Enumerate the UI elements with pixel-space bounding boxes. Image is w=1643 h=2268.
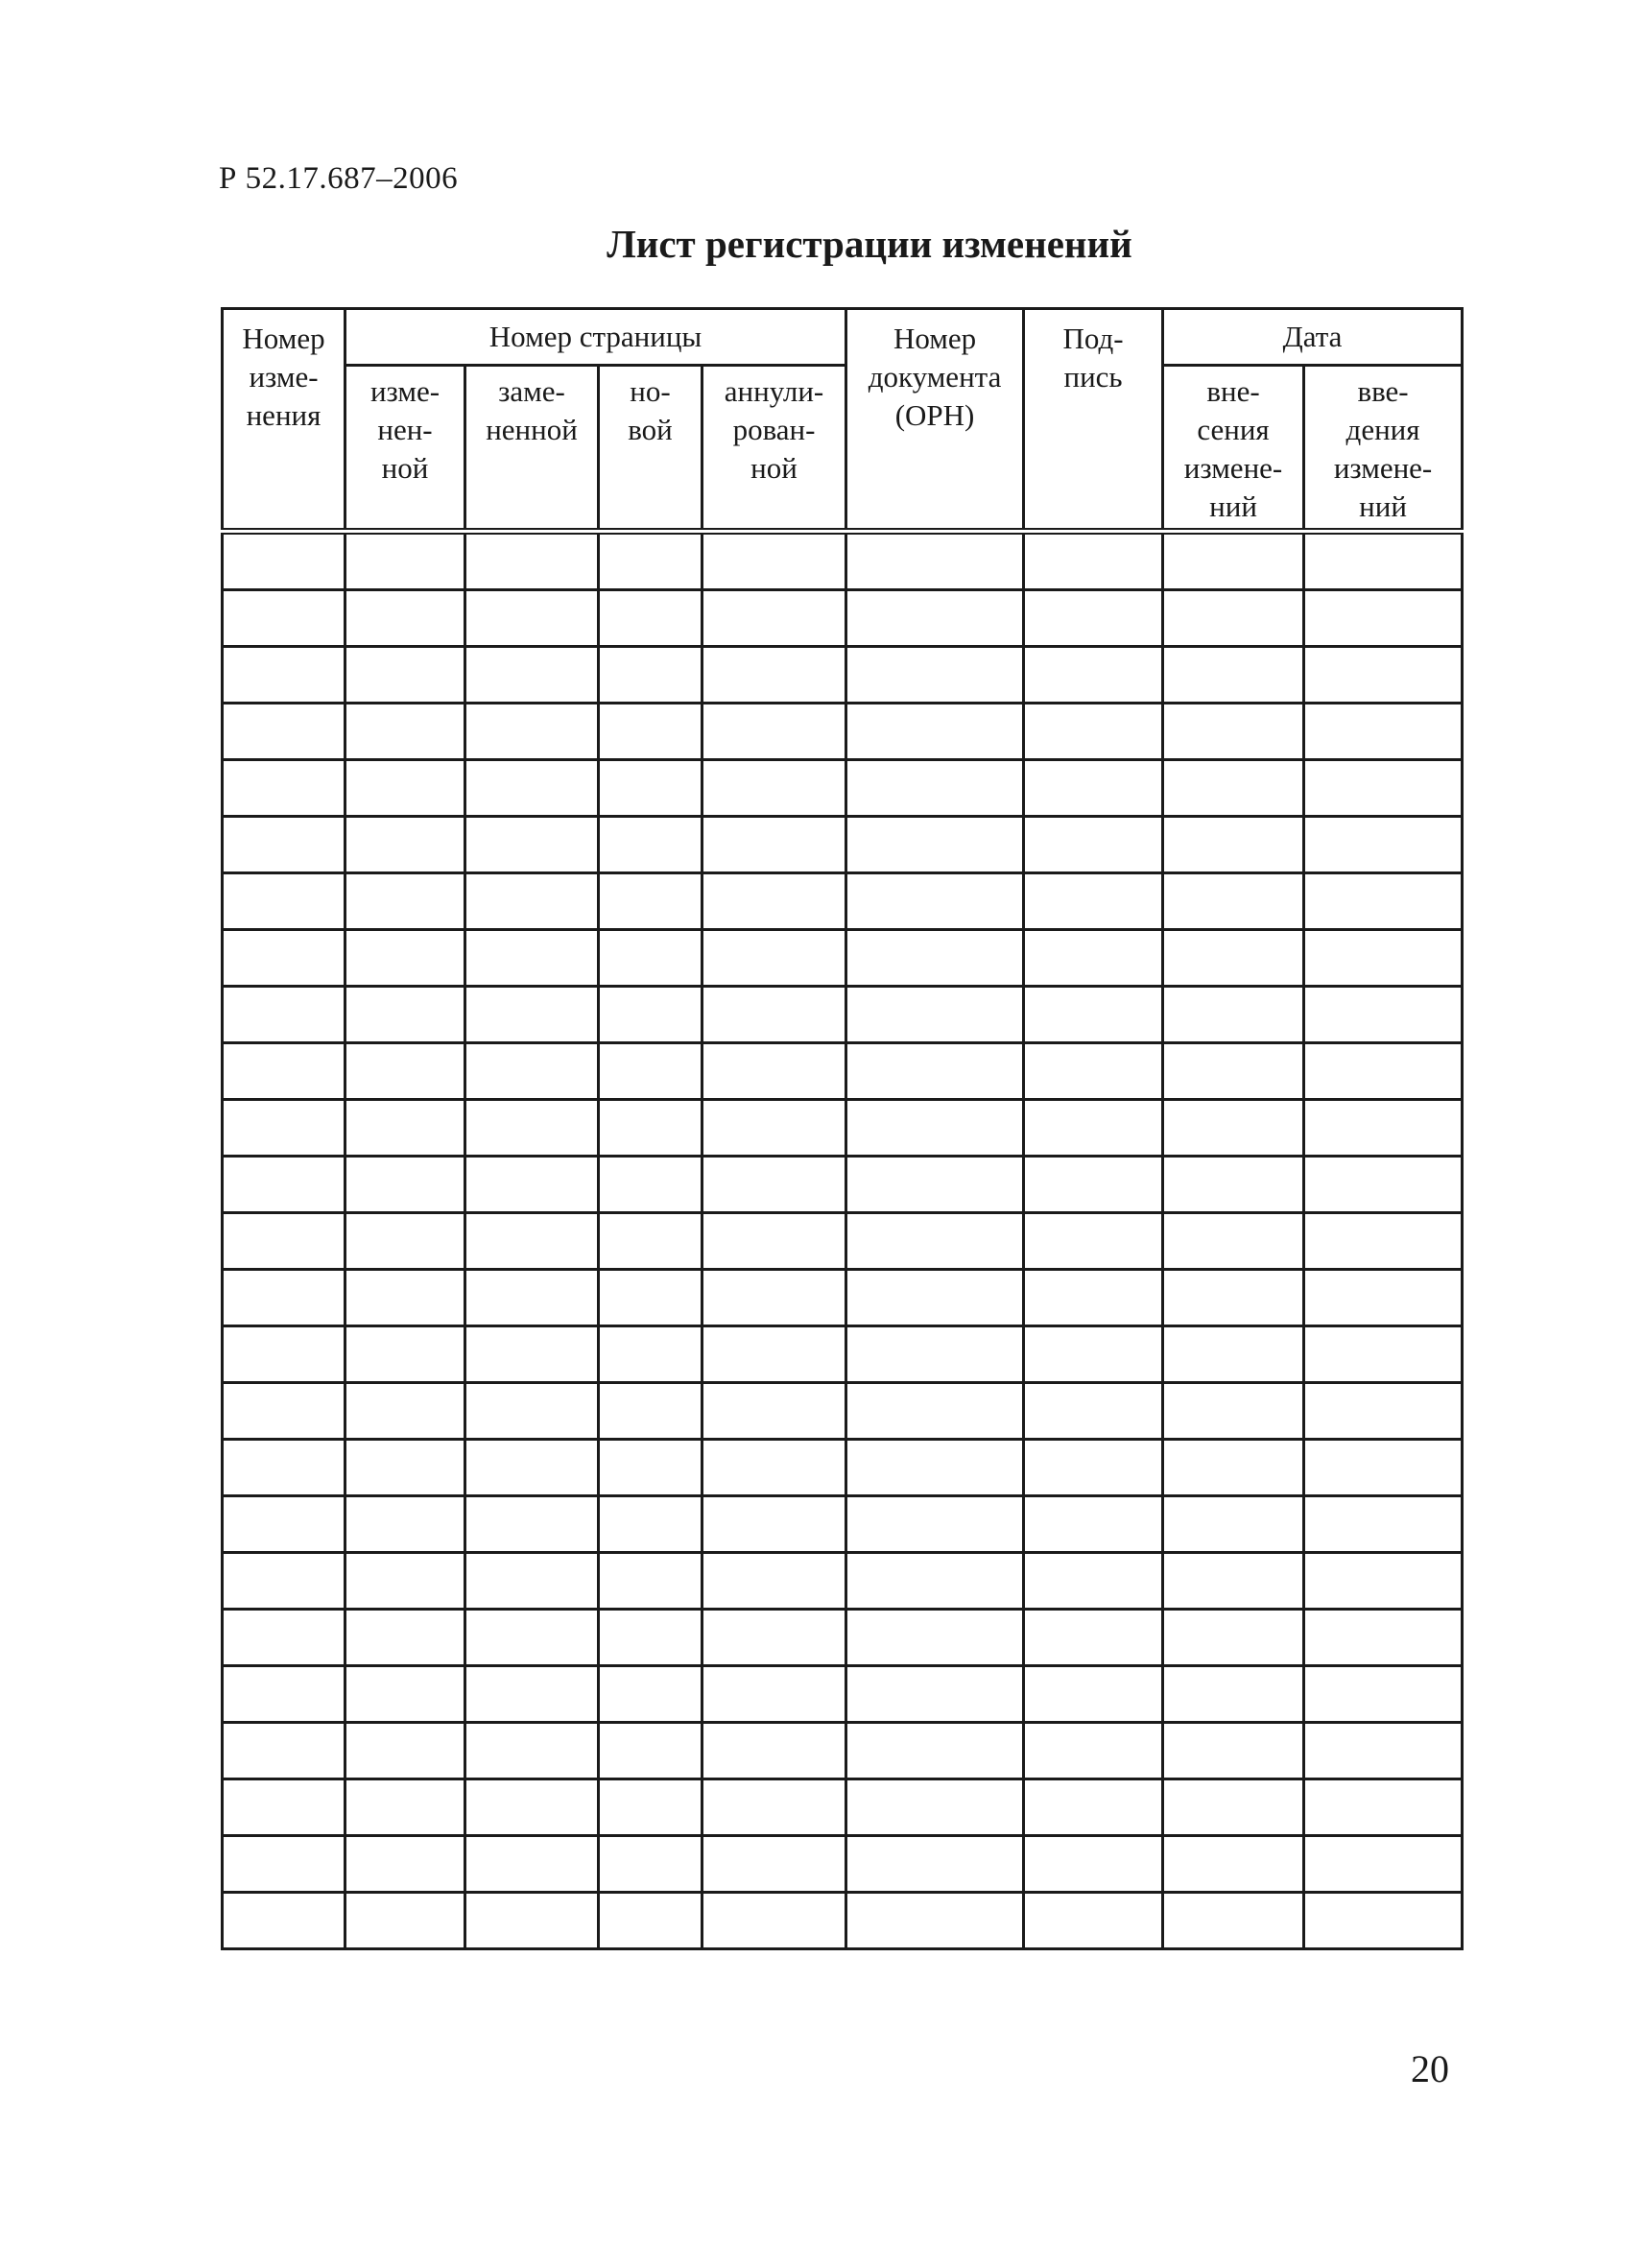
table-row	[223, 1100, 1463, 1157]
table-cell[interactable]	[223, 817, 345, 873]
table-row	[223, 1270, 1463, 1326]
table-cell[interactable]	[345, 1553, 465, 1610]
table-cell[interactable]	[1024, 987, 1163, 1043]
table-cell[interactable]	[1163, 760, 1304, 817]
table-cell[interactable]	[702, 1100, 846, 1157]
table-cell[interactable]	[599, 1610, 702, 1666]
table-cell[interactable]	[599, 532, 702, 590]
table-cell[interactable]	[223, 1779, 345, 1836]
table-cell[interactable]	[846, 1553, 1024, 1610]
table-cell[interactable]	[702, 817, 846, 873]
table-cell[interactable]	[345, 1326, 465, 1383]
table-cell[interactable]	[345, 590, 465, 647]
table-cell[interactable]	[465, 590, 599, 647]
table-row	[223, 987, 1463, 1043]
table-cell[interactable]	[846, 1270, 1024, 1326]
table-cell[interactable]	[223, 760, 345, 817]
table-cell[interactable]	[1024, 1553, 1163, 1610]
table-cell[interactable]	[223, 1383, 345, 1440]
table-cell[interactable]	[345, 1440, 465, 1496]
table-cell[interactable]	[223, 930, 345, 987]
table-cell[interactable]	[1024, 930, 1163, 987]
table-cell[interactable]	[599, 1440, 702, 1496]
table-cell[interactable]	[1163, 1043, 1304, 1100]
table-cell[interactable]	[223, 1723, 345, 1779]
table-cell[interactable]	[1304, 1666, 1463, 1723]
table-cell[interactable]	[846, 1893, 1024, 1949]
table-cell[interactable]	[1024, 1723, 1163, 1779]
table-cell[interactable]	[599, 1100, 702, 1157]
table-cell[interactable]	[599, 1043, 702, 1100]
table-cell[interactable]	[345, 817, 465, 873]
table-cell[interactable]	[223, 1440, 345, 1496]
table-cell[interactable]	[345, 1100, 465, 1157]
header-annulled: аннули- рован- ной	[702, 366, 846, 532]
table-cell[interactable]	[345, 1666, 465, 1723]
table-cell[interactable]	[223, 1270, 345, 1326]
table-cell[interactable]	[465, 1553, 599, 1610]
table-cell[interactable]	[846, 1043, 1024, 1100]
table-row	[223, 1213, 1463, 1270]
table-cell[interactable]	[599, 987, 702, 1043]
table-cell[interactable]	[599, 1553, 702, 1610]
table-row	[223, 1836, 1463, 1893]
table-cell[interactable]	[345, 873, 465, 930]
table-cell[interactable]	[846, 930, 1024, 987]
table-cell[interactable]	[702, 1723, 846, 1779]
table-cell[interactable]	[1304, 1610, 1463, 1666]
table-cell[interactable]	[465, 1383, 599, 1440]
table-cell[interactable]	[345, 1043, 465, 1100]
table-cell[interactable]	[846, 704, 1024, 760]
table-cell[interactable]	[1163, 1893, 1304, 1949]
table-cell[interactable]	[599, 1496, 702, 1553]
table-cell[interactable]	[1024, 647, 1163, 704]
page-title: Лист регистрации изменений	[607, 222, 1132, 266]
table-row	[223, 1383, 1463, 1440]
header-date-entry: вне- сения измене- ний	[1163, 366, 1304, 532]
table-row	[223, 647, 1463, 704]
table-cell[interactable]	[1024, 1326, 1163, 1383]
table-row	[223, 760, 1463, 817]
table-row	[223, 873, 1463, 930]
table-cell[interactable]	[465, 532, 599, 590]
table-cell[interactable]	[345, 1723, 465, 1779]
table-row	[223, 1666, 1463, 1723]
table-cell[interactable]	[465, 1043, 599, 1100]
document-code: Р 52.17.687–2006	[219, 161, 459, 196]
header-change-number: Номер изме- нения	[223, 309, 345, 532]
table-cell[interactable]	[599, 1383, 702, 1440]
table-cell[interactable]	[345, 760, 465, 817]
table-cell[interactable]	[599, 1836, 702, 1893]
page-number: 20	[1411, 2047, 1449, 2090]
table-cell[interactable]	[846, 1723, 1024, 1779]
table-cell[interactable]	[1024, 532, 1163, 590]
table-cell[interactable]	[465, 704, 599, 760]
header-page-number-group: Номер страницы	[345, 309, 846, 366]
table-cell[interactable]	[465, 1100, 599, 1157]
header-changed: изме- нен- ной	[345, 366, 465, 532]
table-cell[interactable]	[599, 1213, 702, 1270]
table-cell[interactable]	[846, 590, 1024, 647]
table-cell[interactable]	[1024, 1270, 1163, 1326]
table-cell[interactable]	[702, 532, 846, 590]
table-cell[interactable]	[1304, 1496, 1463, 1553]
table-cell[interactable]	[702, 1270, 846, 1326]
table-cell[interactable]	[223, 1836, 345, 1893]
table-cell[interactable]	[1163, 647, 1304, 704]
table-cell[interactable]	[345, 1779, 465, 1836]
table-cell[interactable]	[465, 1893, 599, 1949]
table-row	[223, 590, 1463, 647]
table-cell[interactable]	[345, 1383, 465, 1440]
table-cell[interactable]	[846, 760, 1024, 817]
table-cell[interactable]	[465, 1779, 599, 1836]
table-row	[223, 704, 1463, 760]
table-cell[interactable]	[1304, 1270, 1463, 1326]
table-cell[interactable]	[1163, 1157, 1304, 1213]
table-cell[interactable]	[702, 1440, 846, 1496]
table-cell[interactable]	[702, 1496, 846, 1553]
table-cell[interactable]	[223, 1496, 345, 1553]
table-cell[interactable]	[599, 647, 702, 704]
table-cell[interactable]	[1163, 1666, 1304, 1723]
table-cell[interactable]	[846, 987, 1024, 1043]
table-cell[interactable]	[702, 1610, 846, 1666]
table-cell[interactable]	[1024, 1779, 1163, 1836]
table-cell[interactable]	[1024, 1836, 1163, 1893]
table-cell[interactable]	[599, 1157, 702, 1213]
table-cell[interactable]	[599, 1893, 702, 1949]
table-cell[interactable]	[1024, 1043, 1163, 1100]
table-cell[interactable]	[1024, 1496, 1163, 1553]
table-row	[223, 1779, 1463, 1836]
table-cell[interactable]	[1304, 647, 1463, 704]
table-cell[interactable]	[846, 1666, 1024, 1723]
table-cell[interactable]	[345, 987, 465, 1043]
table-cell[interactable]	[465, 1666, 599, 1723]
table-cell[interactable]	[345, 1213, 465, 1270]
table-cell[interactable]	[702, 1553, 846, 1610]
table-cell[interactable]	[1163, 930, 1304, 987]
table-row	[223, 1553, 1463, 1610]
table-cell[interactable]	[223, 873, 345, 930]
table-cell[interactable]	[1163, 590, 1304, 647]
table-cell[interactable]	[599, 1666, 702, 1723]
table-cell[interactable]	[1024, 1157, 1163, 1213]
table-cell[interactable]	[465, 647, 599, 704]
table-cell[interactable]	[1304, 1100, 1463, 1157]
table-cell[interactable]	[1024, 760, 1163, 817]
table-cell[interactable]	[702, 1383, 846, 1440]
table-cell[interactable]	[1163, 1326, 1304, 1383]
table-row	[223, 817, 1463, 873]
table-cell[interactable]	[702, 1326, 846, 1383]
table-cell[interactable]	[1304, 1440, 1463, 1496]
table-cell[interactable]	[1163, 1610, 1304, 1666]
header-date-group: Дата	[1163, 309, 1463, 366]
table-cell[interactable]	[345, 1836, 465, 1893]
table-cell[interactable]	[1024, 1213, 1163, 1270]
table-cell[interactable]	[1163, 1383, 1304, 1440]
table-cell[interactable]	[599, 704, 702, 760]
table-cell[interactable]	[345, 930, 465, 987]
table-cell[interactable]	[599, 817, 702, 873]
table-cell[interactable]	[223, 1157, 345, 1213]
table-row	[223, 1157, 1463, 1213]
table-cell[interactable]	[1304, 532, 1463, 590]
table-cell[interactable]	[1304, 1043, 1463, 1100]
table-cell[interactable]	[702, 1213, 846, 1270]
table-cell[interactable]	[1163, 1723, 1304, 1779]
table-cell[interactable]	[599, 873, 702, 930]
table-cell[interactable]	[1024, 1666, 1163, 1723]
table-cell[interactable]	[465, 1610, 599, 1666]
table-cell[interactable]	[1304, 1326, 1463, 1383]
table-cell[interactable]	[1304, 1157, 1463, 1213]
table-cell[interactable]	[345, 1496, 465, 1553]
table-cell[interactable]	[846, 1383, 1024, 1440]
table-row	[223, 1043, 1463, 1100]
table-cell[interactable]	[1304, 704, 1463, 760]
table-cell[interactable]	[846, 1496, 1024, 1553]
table-cell[interactable]	[1024, 704, 1163, 760]
table-cell[interactable]	[599, 1270, 702, 1326]
table-cell[interactable]	[702, 760, 846, 817]
table-cell[interactable]	[702, 647, 846, 704]
table-cell[interactable]	[1163, 817, 1304, 873]
table-cell[interactable]	[1024, 1440, 1163, 1496]
table-cell[interactable]	[1163, 704, 1304, 760]
table-cell[interactable]	[1163, 1836, 1304, 1893]
table-cell[interactable]	[223, 704, 345, 760]
table-cell[interactable]	[1163, 873, 1304, 930]
table-cell[interactable]	[1024, 1383, 1163, 1440]
table-cell[interactable]	[1304, 1836, 1463, 1893]
table-cell[interactable]	[465, 1836, 599, 1893]
table-cell[interactable]	[465, 1326, 599, 1383]
table-cell[interactable]	[846, 1100, 1024, 1157]
table-cell[interactable]	[846, 1326, 1024, 1383]
table-cell[interactable]	[1304, 1723, 1463, 1779]
header-signature: Под- пись	[1024, 309, 1163, 532]
table-row	[223, 1326, 1463, 1383]
table-cell[interactable]	[465, 1723, 599, 1779]
table-cell[interactable]	[846, 1836, 1024, 1893]
table-cell[interactable]	[223, 987, 345, 1043]
table-cell[interactable]	[223, 590, 345, 647]
change-registration-table	[221, 307, 1464, 1950]
table-cell[interactable]	[702, 930, 846, 987]
table-cell[interactable]	[223, 1666, 345, 1723]
table-cell[interactable]	[1304, 873, 1463, 930]
table-cell[interactable]	[1304, 1779, 1463, 1836]
table-cell[interactable]	[1163, 1553, 1304, 1610]
table-cell[interactable]	[345, 1610, 465, 1666]
table-cell[interactable]	[1304, 590, 1463, 647]
table-cell[interactable]	[1304, 1553, 1463, 1610]
table-cell[interactable]	[223, 1610, 345, 1666]
table-cell[interactable]	[345, 1270, 465, 1326]
table-cell[interactable]	[223, 1893, 345, 1949]
table-row	[223, 532, 1463, 590]
table-cell[interactable]	[846, 1440, 1024, 1496]
table-cell[interactable]	[223, 1213, 345, 1270]
header-date-introduction: вве- дения измене- ний	[1304, 366, 1463, 532]
table-cell[interactable]	[223, 1100, 345, 1157]
table-cell[interactable]	[465, 1440, 599, 1496]
table-cell[interactable]	[223, 1326, 345, 1383]
table-cell[interactable]	[702, 1836, 846, 1893]
table-cell[interactable]	[1163, 1213, 1304, 1270]
table-row	[223, 1440, 1463, 1496]
table-cell[interactable]	[465, 930, 599, 987]
table-cell[interactable]	[1304, 760, 1463, 817]
table-cell[interactable]	[223, 647, 345, 704]
table-cell[interactable]	[846, 873, 1024, 930]
table-cell[interactable]	[465, 873, 599, 930]
table-cell[interactable]	[1163, 1779, 1304, 1836]
table-cell[interactable]	[599, 590, 702, 647]
table-cell[interactable]	[465, 1157, 599, 1213]
table-cell[interactable]	[1163, 1496, 1304, 1553]
table-cell[interactable]	[599, 1723, 702, 1779]
table-cell[interactable]	[846, 647, 1024, 704]
table-cell[interactable]	[702, 590, 846, 647]
table-cell[interactable]	[223, 532, 345, 590]
table-cell[interactable]	[1024, 873, 1163, 930]
table-row	[223, 930, 1463, 987]
table-cell[interactable]	[1163, 1270, 1304, 1326]
table-cell[interactable]	[1163, 1440, 1304, 1496]
table-cell[interactable]	[465, 817, 599, 873]
table-row	[223, 1893, 1463, 1949]
table-cell[interactable]	[345, 532, 465, 590]
table-cell[interactable]	[465, 1496, 599, 1553]
table-cell[interactable]	[846, 532, 1024, 590]
table-row	[223, 1496, 1463, 1553]
table-cell[interactable]	[702, 1779, 846, 1836]
table-cell[interactable]	[465, 1270, 599, 1326]
table-cell[interactable]	[1163, 1100, 1304, 1157]
table-cell[interactable]	[345, 1893, 465, 1949]
table-cell[interactable]	[1304, 1383, 1463, 1440]
header-new: но- вой	[599, 366, 702, 532]
table-cell[interactable]	[702, 987, 846, 1043]
table-cell[interactable]	[599, 1779, 702, 1836]
table-cell[interactable]	[1024, 1100, 1163, 1157]
table-cell[interactable]	[223, 1553, 345, 1610]
table-cell[interactable]	[1304, 987, 1463, 1043]
table-cell[interactable]	[1024, 1610, 1163, 1666]
table-cell[interactable]	[1304, 817, 1463, 873]
table-cell[interactable]	[1024, 817, 1163, 873]
table-cell[interactable]	[599, 760, 702, 817]
table-cell[interactable]	[345, 704, 465, 760]
table-cell[interactable]	[846, 817, 1024, 873]
table-cell[interactable]	[702, 1157, 846, 1213]
header-replaced: заме- ненной	[465, 366, 599, 532]
table-cell[interactable]	[599, 1326, 702, 1383]
table-cell[interactable]	[1163, 532, 1304, 590]
table-cell[interactable]	[846, 1779, 1024, 1836]
header-document-number: Номер документа (ОРН)	[846, 309, 1024, 532]
table-cell[interactable]	[345, 647, 465, 704]
table-cell[interactable]	[702, 704, 846, 760]
table-cell[interactable]	[846, 1157, 1024, 1213]
table-cell[interactable]	[599, 930, 702, 987]
table-cell[interactable]	[465, 760, 599, 817]
table-cell[interactable]	[1163, 987, 1304, 1043]
table-row	[223, 1723, 1463, 1779]
table-cell[interactable]	[702, 1043, 846, 1100]
table-cell[interactable]	[1304, 1213, 1463, 1270]
table-cell[interactable]	[846, 1610, 1024, 1666]
table-cell[interactable]	[223, 1043, 345, 1100]
table-cell[interactable]	[345, 1157, 465, 1213]
table-cell[interactable]	[702, 1666, 846, 1723]
table-cell[interactable]	[1304, 1893, 1463, 1949]
table-body	[223, 532, 1463, 1949]
table-cell[interactable]	[702, 873, 846, 930]
table-cell[interactable]	[702, 1893, 846, 1949]
table-cell[interactable]	[1024, 590, 1163, 647]
table-cell[interactable]	[1304, 930, 1463, 987]
table-cell[interactable]	[465, 987, 599, 1043]
table-cell[interactable]	[465, 1213, 599, 1270]
table-row	[223, 1610, 1463, 1666]
table-cell[interactable]	[846, 1213, 1024, 1270]
table-cell[interactable]	[1024, 1893, 1163, 1949]
